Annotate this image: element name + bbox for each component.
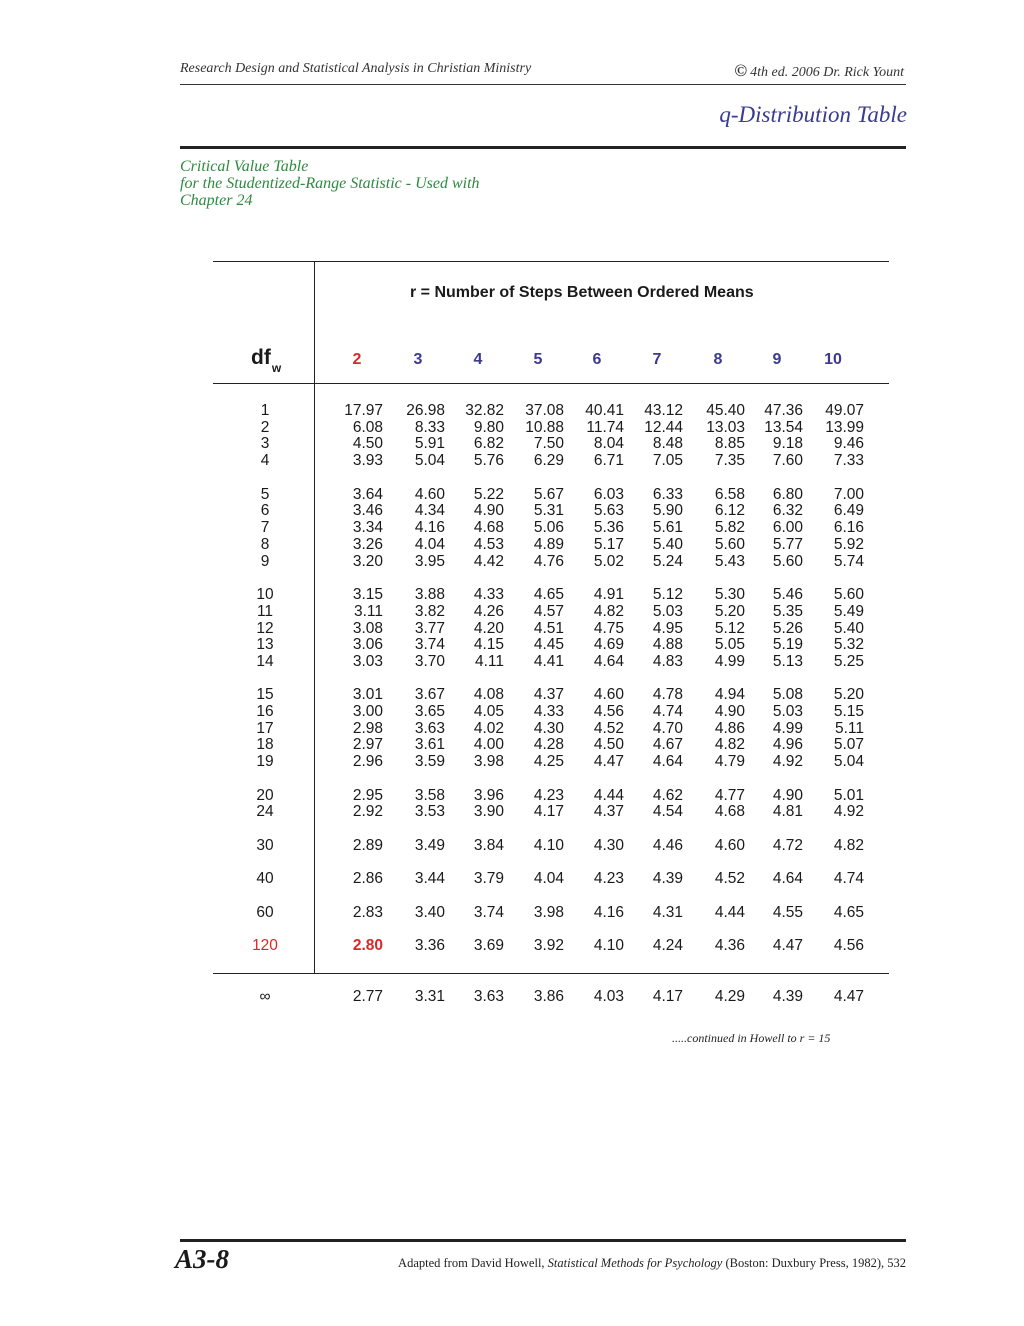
citation-title: Statistical Methods for Psychology	[547, 1256, 723, 1270]
critical-value: 5.05	[714, 636, 745, 653]
df-value: 60	[256, 904, 274, 921]
critical-value: 9.46	[833, 435, 864, 452]
critical-value: 3.36	[414, 937, 445, 954]
critical-value: 5.20	[833, 686, 864, 703]
citation-prefix: Adapted from David Howell,	[398, 1256, 548, 1270]
critical-value: 4.79	[714, 753, 745, 770]
critical-value: 6.03	[593, 486, 624, 503]
critical-value: 4.83	[652, 653, 683, 670]
critical-value: 5.43	[714, 553, 745, 570]
critical-value: 4.53	[473, 536, 504, 553]
critical-value: 4.69	[593, 636, 624, 653]
critical-value: 45.40	[706, 402, 745, 419]
critical-value: 4.16	[414, 519, 445, 536]
critical-value: 5.82	[714, 519, 745, 536]
df-value: 3	[260, 435, 270, 452]
df-value: 1	[260, 402, 270, 419]
critical-value: 4.39	[652, 870, 683, 887]
df-value: 8	[260, 536, 270, 553]
critical-value: 5.46	[772, 586, 803, 603]
df-header	[251, 346, 281, 375]
critical-value: 13.03	[706, 419, 745, 436]
critical-value: 4.74	[652, 703, 683, 720]
df-value: 5	[260, 486, 270, 503]
critical-value: 4.60	[593, 686, 624, 703]
critical-value: 6.80	[772, 486, 803, 503]
critical-value: 7.35	[714, 452, 745, 469]
critical-value: 4.51	[533, 620, 564, 637]
column-header-r2: 2	[352, 351, 362, 368]
critical-value: 2.96	[352, 753, 383, 770]
critical-value: 5.03	[652, 603, 683, 620]
critical-value: 13.54	[764, 419, 803, 436]
critical-value: 3.08	[352, 620, 383, 637]
critical-value: 4.72	[772, 837, 803, 854]
critical-value: 5.90	[652, 502, 683, 519]
critical-value: 43.12	[644, 402, 683, 419]
critical-value: 4.56	[593, 703, 624, 720]
critical-value: 7.50	[533, 435, 564, 452]
critical-value: 3.44	[414, 870, 445, 887]
critical-value: 3.00	[352, 703, 383, 720]
critical-value: 5.07	[833, 736, 864, 753]
critical-value: 4.34	[414, 502, 445, 519]
critical-value: 5.15	[833, 703, 864, 720]
critical-value: 4.91	[593, 586, 624, 603]
critical-value: 4.65	[833, 904, 864, 921]
critical-value: 3.93	[352, 452, 383, 469]
critical-value: 4.68	[473, 519, 504, 536]
critical-value: 2.98	[352, 720, 383, 737]
critical-value: 26.98	[406, 402, 445, 419]
critical-value: 4.47	[772, 937, 803, 954]
critical-value: 5.31	[533, 502, 564, 519]
critical-value: 4.75	[593, 620, 624, 637]
critical-value: 4.41	[533, 653, 564, 670]
critical-value: 5.32	[833, 636, 864, 653]
critical-value: 4.55	[772, 904, 803, 921]
critical-value: 7.33	[833, 452, 864, 469]
critical-value-highlighted: 2.80	[352, 937, 383, 954]
critical-value: 32.82	[465, 402, 504, 419]
column-header-r3: 3	[413, 351, 423, 368]
critical-value: 4.52	[714, 870, 745, 887]
critical-value: 3.77	[414, 620, 445, 637]
critical-value: 5.12	[652, 586, 683, 603]
critical-value: 4.64	[652, 753, 683, 770]
critical-value: 3.34	[352, 519, 383, 536]
critical-value: 5.30	[714, 586, 745, 603]
critical-value: 5.25	[833, 653, 864, 670]
critical-value: 4.31	[652, 904, 683, 921]
critical-value: 9.80	[473, 419, 504, 436]
page-number: A3-8	[175, 1244, 229, 1274]
critical-value: 3.95	[414, 553, 445, 570]
subtitle-line-2: for the Studentized-Range Statistic - Used with	[180, 175, 480, 192]
citation-suffix: (Boston: Duxbury Press, 1982), 532	[722, 1256, 906, 1270]
critical-value: 11.74	[586, 419, 624, 436]
critical-value: 4.24	[652, 937, 683, 954]
critical-value: 3.88	[414, 586, 445, 603]
critical-value: 5.61	[652, 519, 683, 536]
critical-value: 5.60	[833, 586, 864, 603]
critical-value: 4.88	[652, 636, 683, 653]
df-value: 40	[256, 870, 274, 887]
critical-value: 3.26	[352, 536, 383, 553]
critical-value: 6.49	[833, 502, 864, 519]
critical-value: 4.82	[714, 736, 745, 753]
critical-value: 4.17	[533, 803, 564, 820]
critical-value: 3.98	[473, 753, 504, 770]
critical-value: 8.04	[593, 435, 624, 452]
edition-text: 4th ed. 2006 Dr. Rick Yount	[750, 65, 904, 80]
critical-value: 10.88	[525, 419, 564, 436]
critical-value: 6.16	[833, 519, 864, 536]
critical-value: 4.33	[533, 703, 564, 720]
critical-value: 5.35	[772, 603, 803, 620]
df-value: 10	[256, 586, 274, 603]
critical-value: 4.10	[533, 837, 564, 854]
critical-value: 3.74	[414, 636, 445, 653]
critical-value: 4.47	[593, 753, 624, 770]
critical-value: 4.65	[533, 586, 564, 603]
critical-value: 4.99	[772, 720, 803, 737]
critical-value: 4.96	[772, 736, 803, 753]
critical-value: 4.45	[533, 636, 564, 653]
critical-value: 4.78	[652, 686, 683, 703]
critical-value: 6.08	[352, 419, 383, 436]
df-value: 13	[256, 636, 274, 653]
df-value: 11	[256, 603, 274, 620]
critical-value: 4.50	[593, 736, 624, 753]
table-vertical-rule	[314, 262, 315, 974]
critical-value: 4.90	[473, 502, 504, 519]
critical-value: 8.85	[714, 435, 745, 452]
critical-value: 4.04	[533, 870, 564, 887]
df-value: 18	[256, 736, 274, 753]
critical-value: 4.46	[652, 837, 683, 854]
critical-value: 37.08	[525, 402, 564, 419]
critical-value: 2.86	[352, 870, 383, 887]
critical-value: 3.01	[352, 686, 383, 703]
critical-value: 4.23	[533, 787, 564, 804]
critical-value: 4.92	[833, 803, 864, 820]
critical-value: 3.84	[473, 837, 504, 854]
critical-value: 4.77	[714, 787, 745, 804]
critical-value: 5.63	[593, 502, 624, 519]
critical-value: 4.92	[772, 753, 803, 770]
critical-value: 3.63	[473, 988, 504, 1005]
critical-value: 4.90	[714, 703, 745, 720]
df-value: 2	[260, 419, 270, 436]
column-header-r9: 9	[772, 351, 782, 368]
critical-value: 4.17	[652, 988, 683, 1005]
critical-value: 2.92	[352, 803, 383, 820]
critical-value: 3.31	[414, 988, 445, 1005]
critical-value: 3.79	[473, 870, 504, 887]
critical-value: 6.29	[533, 452, 564, 469]
critical-value: 4.28	[533, 736, 564, 753]
df-value: 20	[256, 787, 274, 804]
critical-value: 7.00	[833, 486, 864, 503]
critical-value: 4.44	[714, 904, 745, 921]
critical-value: 4.04	[414, 536, 445, 553]
critical-value: 4.11	[474, 653, 504, 670]
critical-value: 4.47	[833, 988, 864, 1005]
critical-value: 5.49	[833, 603, 864, 620]
critical-value: 4.10	[593, 937, 624, 954]
df-label: df	[251, 346, 271, 369]
running-header-right	[734, 61, 904, 81]
critical-value: 4.68	[714, 803, 745, 820]
critical-value: 5.60	[772, 553, 803, 570]
critical-value: 3.58	[414, 787, 445, 804]
critical-value: 5.77	[772, 536, 803, 553]
critical-value: 3.06	[352, 636, 383, 653]
critical-value: 4.05	[473, 703, 504, 720]
continued-note: .....continued in Howell to r = 15	[672, 1031, 831, 1045]
critical-value: 5.04	[833, 753, 864, 770]
critical-value: 4.39	[772, 988, 803, 1005]
df-value: 4	[260, 452, 270, 469]
critical-value: 4.16	[593, 904, 624, 921]
critical-value: 5.17	[593, 536, 624, 553]
critical-value: 4.57	[533, 603, 564, 620]
critical-value: 3.11	[353, 603, 383, 620]
page-title: q-Distribution Table	[719, 102, 907, 127]
critical-value: 5.36	[593, 519, 624, 536]
critical-value: 4.30	[533, 720, 564, 737]
critical-value: 3.59	[414, 753, 445, 770]
critical-value: 5.26	[772, 620, 803, 637]
subtitle-line-1: Critical Value Table	[180, 158, 309, 175]
critical-value: 3.96	[473, 787, 504, 804]
critical-value: 6.32	[772, 502, 803, 519]
critical-value: 6.33	[652, 486, 683, 503]
critical-value: 9.18	[772, 435, 803, 452]
df-value: 12	[256, 620, 274, 637]
critical-value: 4.44	[593, 787, 624, 804]
critical-value: 4.64	[593, 653, 624, 670]
critical-value: 5.20	[714, 603, 745, 620]
critical-value: 5.01	[833, 787, 864, 804]
critical-value: 4.60	[714, 837, 745, 854]
critical-value: 3.67	[414, 686, 445, 703]
critical-value: 4.67	[652, 736, 683, 753]
critical-value: 6.00	[772, 519, 803, 536]
critical-value: 5.22	[473, 486, 504, 503]
critical-value: 5.60	[714, 536, 745, 553]
df-value: 9	[260, 553, 270, 570]
table-header-rule	[213, 383, 889, 384]
df-value: 24	[256, 803, 274, 820]
critical-value: 3.64	[352, 486, 383, 503]
critical-value: 4.82	[833, 837, 864, 854]
critical-value: 3.49	[414, 837, 445, 854]
critical-value: 4.70	[652, 720, 683, 737]
critical-value: 2.95	[352, 787, 383, 804]
critical-value: 4.33	[473, 586, 504, 603]
critical-value: 6.12	[714, 502, 745, 519]
critical-value: 4.42	[473, 553, 504, 570]
critical-value: 3.20	[352, 553, 383, 570]
critical-value: 5.91	[414, 435, 445, 452]
critical-value: 5.40	[833, 620, 864, 637]
critical-value: 6.71	[593, 452, 624, 469]
critical-value: 4.20	[473, 620, 504, 637]
column-header-r10: 10	[824, 351, 842, 368]
critical-value: 3.15	[352, 586, 383, 603]
running-header-left: Research Design and Statistical Analysis in Christian Ministry	[180, 61, 532, 76]
critical-value: 4.74	[833, 870, 864, 887]
subtitle-line-3: Chapter 24	[180, 192, 253, 209]
critical-value: 4.76	[533, 553, 564, 570]
critical-value: 8.48	[652, 435, 683, 452]
column-header-r6: 6	[592, 351, 602, 368]
critical-value: 3.63	[414, 720, 445, 737]
critical-value: 3.70	[414, 653, 445, 670]
df-subscript: w	[271, 361, 282, 375]
critical-value: 5.11	[834, 720, 864, 737]
critical-value: 3.40	[414, 904, 445, 921]
critical-value: 4.25	[533, 753, 564, 770]
critical-value: 40.41	[585, 402, 624, 419]
critical-value: 3.61	[414, 736, 445, 753]
critical-value: 5.40	[652, 536, 683, 553]
critical-value: 3.74	[473, 904, 504, 921]
critical-value: 3.65	[414, 703, 445, 720]
df-value: 6	[260, 502, 270, 519]
critical-value: 7.05	[652, 452, 683, 469]
critical-value: 13.99	[825, 419, 864, 436]
column-header-r5: 5	[533, 351, 543, 368]
critical-value: 5.06	[533, 519, 564, 536]
critical-value: 4.30	[593, 837, 624, 854]
critical-value: 4.03	[593, 988, 624, 1005]
critical-value: 2.83	[352, 904, 383, 921]
critical-value: 3.03	[352, 653, 383, 670]
critical-value: 5.02	[593, 553, 624, 570]
header-rule	[180, 84, 906, 85]
critical-value: 4.64	[772, 870, 803, 887]
critical-value: 5.24	[652, 553, 683, 570]
critical-value: 4.56	[833, 937, 864, 954]
critical-value: 4.00	[473, 736, 504, 753]
critical-value: 4.29	[714, 988, 745, 1005]
critical-value: 5.04	[414, 452, 445, 469]
column-header-r7: 7	[652, 351, 662, 368]
df-value: ∞	[259, 988, 271, 1005]
critical-value: 5.67	[533, 486, 564, 503]
critical-value: 5.08	[772, 686, 803, 703]
critical-value: 4.36	[714, 937, 745, 954]
critical-value: 6.82	[473, 435, 504, 452]
column-header-r4: 4	[473, 351, 483, 368]
df-value: 17	[256, 720, 274, 737]
critical-value: 3.86	[533, 988, 564, 1005]
critical-value: 4.52	[593, 720, 624, 737]
copyright-icon: ©	[734, 61, 748, 80]
column-header-r8: 8	[713, 351, 723, 368]
critical-value: 2.77	[352, 988, 383, 1005]
critical-value: 4.62	[652, 787, 683, 804]
critical-value: 8.33	[414, 419, 445, 436]
critical-value: 4.94	[714, 686, 745, 703]
critical-value: 2.97	[352, 736, 383, 753]
critical-value: 3.82	[414, 603, 445, 620]
critical-value: 3.46	[352, 502, 383, 519]
critical-value: 4.60	[414, 486, 445, 503]
critical-value: 3.69	[473, 937, 504, 954]
critical-value: 6.58	[714, 486, 745, 503]
footer-rule	[180, 1239, 906, 1242]
table-subtitle	[180, 158, 480, 209]
citation	[398, 1256, 906, 1271]
critical-value: 4.81	[772, 803, 803, 820]
df-value: 30	[256, 837, 274, 854]
critical-value: 4.15	[473, 636, 504, 653]
critical-value: 17.97	[344, 402, 383, 419]
critical-value: 3.53	[414, 803, 445, 820]
critical-value: 4.89	[533, 536, 564, 553]
critical-value: 4.54	[652, 803, 683, 820]
critical-value: 4.95	[652, 620, 683, 637]
critical-value: 4.82	[593, 603, 624, 620]
critical-value: 7.60	[772, 452, 803, 469]
critical-value: 5.13	[772, 653, 803, 670]
critical-value: 12.44	[644, 419, 683, 436]
critical-value: 4.99	[714, 653, 745, 670]
table-bottom-rule	[213, 973, 889, 974]
critical-value: 49.07	[825, 402, 864, 419]
critical-value: 4.90	[772, 787, 803, 804]
df-value: 16	[256, 703, 274, 720]
critical-value: 4.08	[473, 686, 504, 703]
critical-value: 2.89	[352, 837, 383, 854]
critical-value: 4.86	[714, 720, 745, 737]
critical-value: 3.90	[473, 803, 504, 820]
critical-value: 4.23	[593, 870, 624, 887]
critical-value: 5.12	[714, 620, 745, 637]
critical-value: 5.03	[772, 703, 803, 720]
df-value: 19	[256, 753, 274, 770]
critical-value: 5.19	[772, 636, 803, 653]
df-value: 7	[260, 519, 270, 536]
critical-value: 47.36	[764, 402, 803, 419]
critical-value: 4.50	[352, 435, 383, 452]
critical-value: 4.02	[473, 720, 504, 737]
critical-value: 4.37	[593, 803, 624, 820]
df-value: 15	[256, 686, 274, 703]
df-value: 14	[256, 653, 274, 670]
steps-header: r = Number of Steps Between Ordered Means	[410, 284, 754, 301]
df-value: 120	[252, 937, 278, 954]
critical-value: 5.92	[833, 536, 864, 553]
critical-value: 5.74	[833, 553, 864, 570]
critical-value: 5.76	[473, 452, 504, 469]
critical-value: 4.26	[473, 603, 504, 620]
critical-value: 4.37	[533, 686, 564, 703]
critical-value: 3.98	[533, 904, 564, 921]
title-rule	[180, 146, 906, 149]
critical-value: 3.92	[533, 937, 564, 954]
